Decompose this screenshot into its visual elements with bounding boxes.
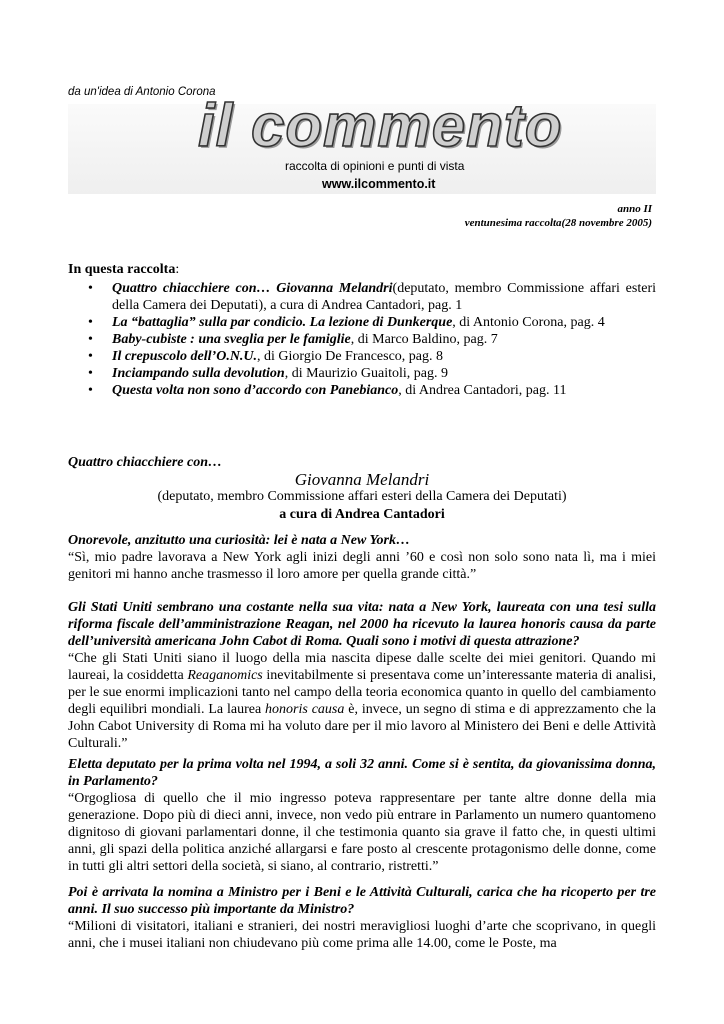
article-lead: Quattro chiacchiere con… <box>68 455 222 470</box>
header-idea-credit: da un'idea di Antonio Corona <box>68 86 216 98</box>
answer-text: “Che gli Stati Uniti siano il luogo della mia nascita dipese dalle scelte dei miei genitori. Quando mi laureai, la cosiddetta <box>68 651 656 683</box>
contents-item <box>68 280 656 314</box>
interview-answer: “Sì, mio padre lavorava a New York agli inizi degli anni ’60 e così non solo sono nata lì, ma i miei genitori mi hanno anche trasmesso il loro amore per quella grande città.” <box>68 550 656 582</box>
contents-item-rest: , di Maurizio Guaitoli, pag. 9 <box>284 366 449 381</box>
answer-text: inevitabilmente si presentava come un’interessante materia di analisi, per le sue enormi implicazioni tanto nel campo della teoria economica quanto in quello del cambiamento degli equilibri mondiali. La laurea <box>68 668 657 717</box>
contents-item-title: Il crepuscolo dell’O.N.U. <box>112 349 258 364</box>
answer-text: “Orgogliosa di quello che il mio ingresso poteva rappresentare per tante altre donne della mia generazione. Dopo più di dieci anni, invece, non vedo più entrare in Parlamento un numero quantomeno dignitoso di giovani parlamentari donne, il che testimonia quanto sia grave il fatto che <box>68 791 656 840</box>
interview-question: Gli Stati Uniti sembrano una costante nella sua vita: nata a New York, laureata con una tesi sulla riforma fiscale dell’amministrazione Reagan, nel 2000 ha ricevuto la laurea honoris causa da parte dell’università americana John Cabot di Roma. Quali sono i motivi di questa attrazione? <box>68 600 656 649</box>
contents-item-rest: , di Antonio Corona, pag. 4 <box>452 315 605 330</box>
contents-item <box>68 365 656 382</box>
interview-block <box>68 599 656 752</box>
contents-list <box>68 280 656 399</box>
contents-item-title: Questa volta non sono d’accordo con Panebianco <box>112 383 399 398</box>
contents-item-title: Baby-cubiste : una sveglia per le famiglie <box>112 332 351 347</box>
contents-item <box>68 331 656 348</box>
contents-heading-label: In questa raccolta <box>68 262 176 277</box>
answer-text: in questi ultimi anni <box>68 825 657 857</box>
answer-emphasis: Reaganomics <box>187 668 263 683</box>
answer-emphasis: honoris causa <box>265 702 345 717</box>
interview-question: Poi è arrivata la nomina a Ministro per i Beni e le Attività Culturali, carica che ha ricoperto per tre anni. Il suo successo più importante da Ministro? <box>68 885 656 917</box>
contents-heading <box>68 262 179 278</box>
contents-item <box>68 382 656 399</box>
contents-item-title: La “battaglia” sulla par condicio. La lezione di Dunkerque <box>112 315 453 330</box>
article-interviewee-role: (deputato, membro Commissione affari esteri della Camera dei Deputati) <box>157 489 567 504</box>
interview-question: Eletta deputato per la prima volta nel 1994, a soli 32 anni. Come si è sentita, da giovanissima donna, in Parlamento? <box>68 757 656 789</box>
interview-block <box>68 884 656 952</box>
issue-year: anno II <box>617 203 652 215</box>
article-byline: a cura di Andrea Cantadori <box>279 507 445 522</box>
interview-block <box>68 756 656 875</box>
contents-item-rest: , di Giorgio De Francesco, pag. 8 <box>257 349 444 364</box>
interview-answer <box>68 650 656 752</box>
logo-url: www.ilcommento.it <box>322 177 436 191</box>
interview-question: Onorevole, anzitutto una curiosità: lei è nata a New York… <box>68 533 410 548</box>
answer-text: gli spazi della politica anziché allargarsi e fare posto al crescente protagonismo delle donne, come in tutti gli altri settori della società, si siano, al contrario, ristretti.” <box>68 842 656 874</box>
contents-item-title: Quattro chiacchiere con… Giovanna Melandri <box>112 281 393 296</box>
issue-info <box>465 202 652 230</box>
contents-item-rest: (deputato, membro Commissione affari esteri della Camera dei Deputati), a cura di Andrea Cantadori, pag. 1 <box>112 281 656 313</box>
interview-answer: “Milioni di visitatori, italiani e stranieri, dei nostri meravigliosi luoghi d’arte che scoprivano, in quegli anni, che i musei italiani non chiudevano più come prima alle 14.00, come le Poste, ma <box>68 919 656 951</box>
interview-block <box>68 532 656 583</box>
interview-answer <box>68 790 656 875</box>
logo-title: il commento <box>198 92 563 159</box>
contents-item-title: Inciampando sulla devolution <box>112 366 285 381</box>
answer-text: è, invece, un segno di stima e di apprezzamento che la John Cabot University di Roma mi ha voluto dare per il mio lavoro al Ministero dei Beni e delle Attività Culturali.” <box>68 702 656 751</box>
answer-underlined-comma: , <box>92 842 96 857</box>
article-interviewee-name: Giovanna Melandri <box>294 470 430 489</box>
contents-item-rest: , di Andrea Cantadori, pag. 11 <box>398 383 567 398</box>
logo-subtitle: raccolta di opinioni e punti di vista <box>285 159 465 173</box>
contents-item-rest: , di Marco Baldino, pag. 7 <box>350 332 498 347</box>
contents-item <box>68 314 656 331</box>
answer-underlined-comma: , <box>561 825 566 840</box>
contents-heading-colon: : <box>175 262 180 277</box>
contents-item <box>68 348 656 365</box>
issue-date: ventunesima raccolta(28 novembre 2005) <box>464 217 652 229</box>
